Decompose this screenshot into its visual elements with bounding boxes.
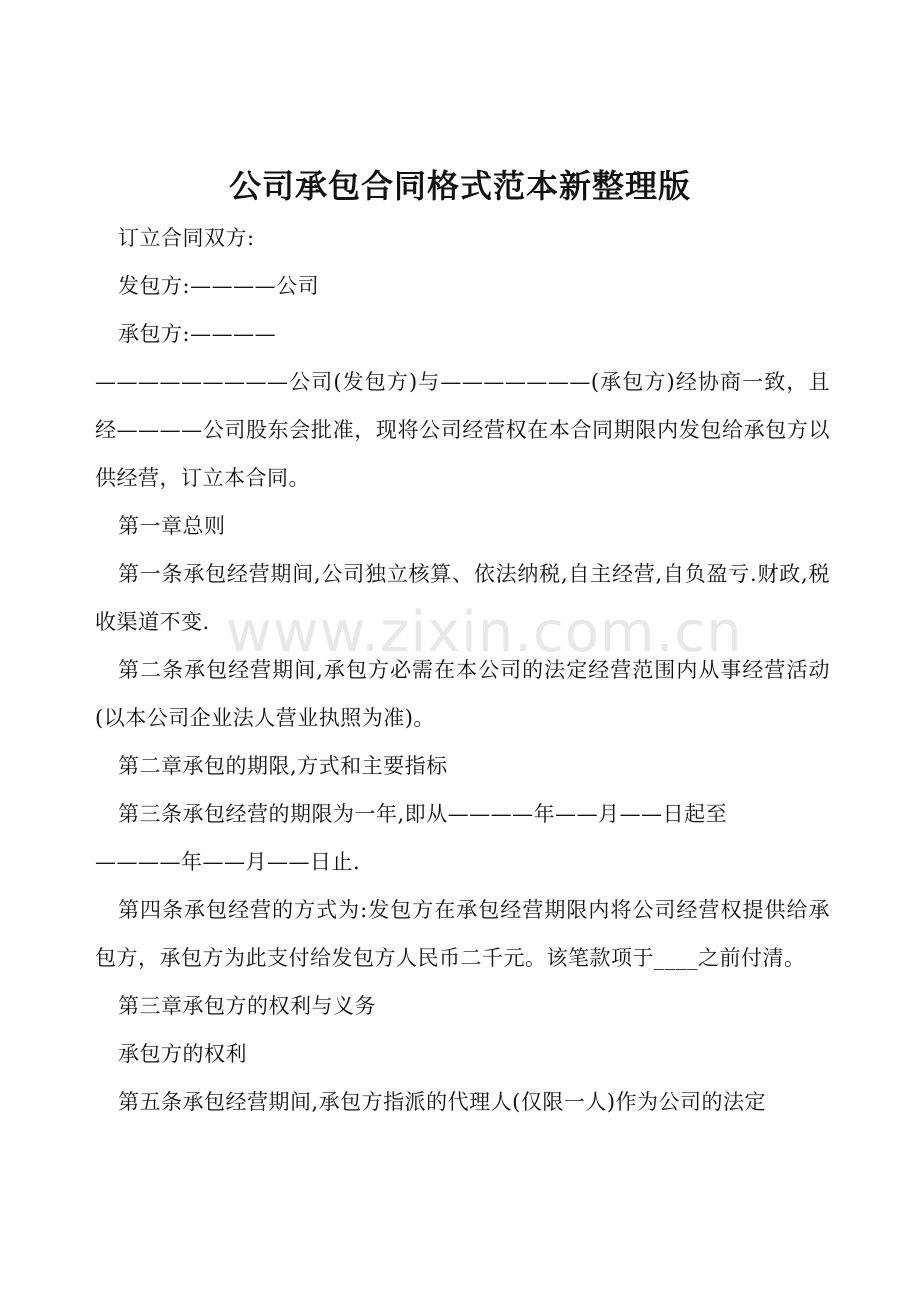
article-4: 第四条承包经营的方式为:发包方在承包经营期限内将公司经营权提供给承包方，承包方为此支付给发包方人民币二千元。该笔款项于____之前付清。 bbox=[95, 898, 830, 970]
article-3: 第三条承包经营的期限为一年,即从————年——月——日起至 bbox=[118, 802, 728, 826]
chapter-heading-3: 第三章承包方的权利与义务 bbox=[118, 994, 376, 1018]
article-1: 第一条承包经营期间,公司独立核算、依法纳税,自主经营,自负盈亏.财政,税收渠道不变. bbox=[95, 562, 830, 634]
chapter-heading-2: 第二章承包的期限,方式和主要指标 bbox=[118, 754, 448, 778]
article-3-continued: ————年——月——日止. bbox=[95, 850, 361, 874]
article-5: 第五条承包经营期间,承包方指派的代理人(仅限一人)作为公司的法定 bbox=[118, 1090, 767, 1114]
paragraph-employer: 发包方:————公司 bbox=[118, 274, 320, 298]
document-body bbox=[95, 214, 830, 1126]
watermark-text: www.zixin.com.cn bbox=[226, 600, 743, 665]
section-heading-contractor-rights: 承包方的权利 bbox=[118, 1042, 247, 1066]
paragraph-contractor: 承包方:———— bbox=[118, 322, 277, 346]
paragraph-preamble: —————————公司(发包方)与———————(承包方)经协商一致，且经————公司股东会批准，现将公司经营权在本合同期限内发包给承包方以供经营，订立本合同。 bbox=[95, 370, 830, 490]
document-title: 公司承包合同格式范本新整理版 bbox=[228, 167, 691, 205]
paragraph-parties: 订立合同双方: bbox=[118, 226, 255, 250]
article-2: 第二条承包经营期间,承包方必需在本公司的法定经营范围内从事经营活动(以本公司企业法人营业执照为准)。 bbox=[95, 658, 830, 730]
chapter-heading-1: 第一章总则 bbox=[118, 514, 226, 538]
